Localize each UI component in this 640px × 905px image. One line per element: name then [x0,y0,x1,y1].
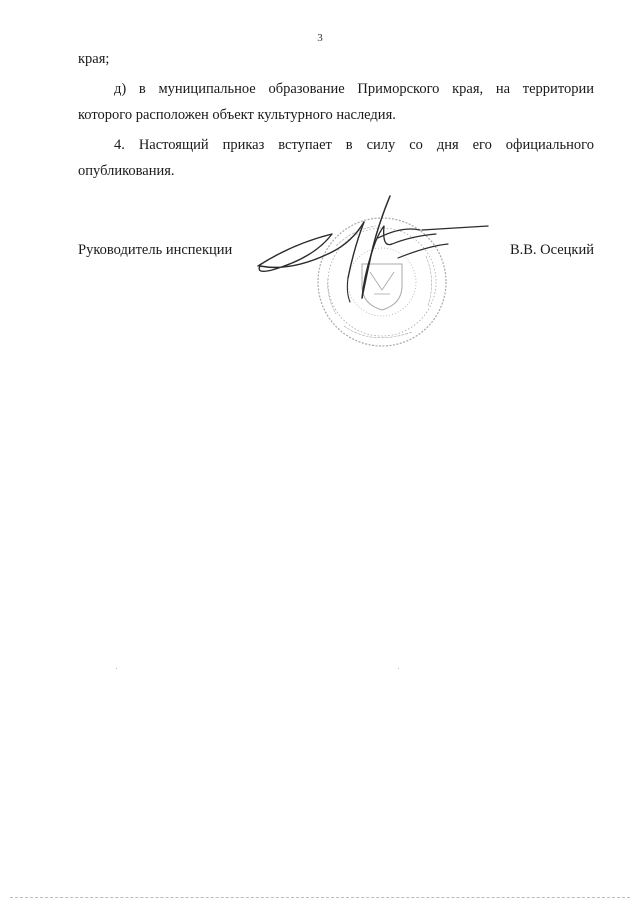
signer-title: Руководитель инспекции [78,242,233,258]
scan-edge-line [10,897,630,898]
page-number: 3 [317,32,323,44]
signer-name: В.В. Осецкий [509,242,594,258]
paragraph-item-4-line2: опубликования. [78,163,175,179]
seal-and-signature [252,186,492,356]
handwritten-signature [258,196,488,302]
official-seal [318,218,446,346]
scan-speck [116,668,117,669]
paragraph-item-4-line1: 4. Настоящий приказ вступает в силу со дня его официального [114,137,594,153]
paragraph-continuation: края; [78,51,110,67]
body-text [78,46,594,184]
paragraph-item-d-line1: д) в муниципальное образование Приморского края, на территории [114,81,594,97]
scan-speck [398,668,399,669]
paragraph-item-d-line2: которого расположен объект культурного наследия. [78,107,396,123]
